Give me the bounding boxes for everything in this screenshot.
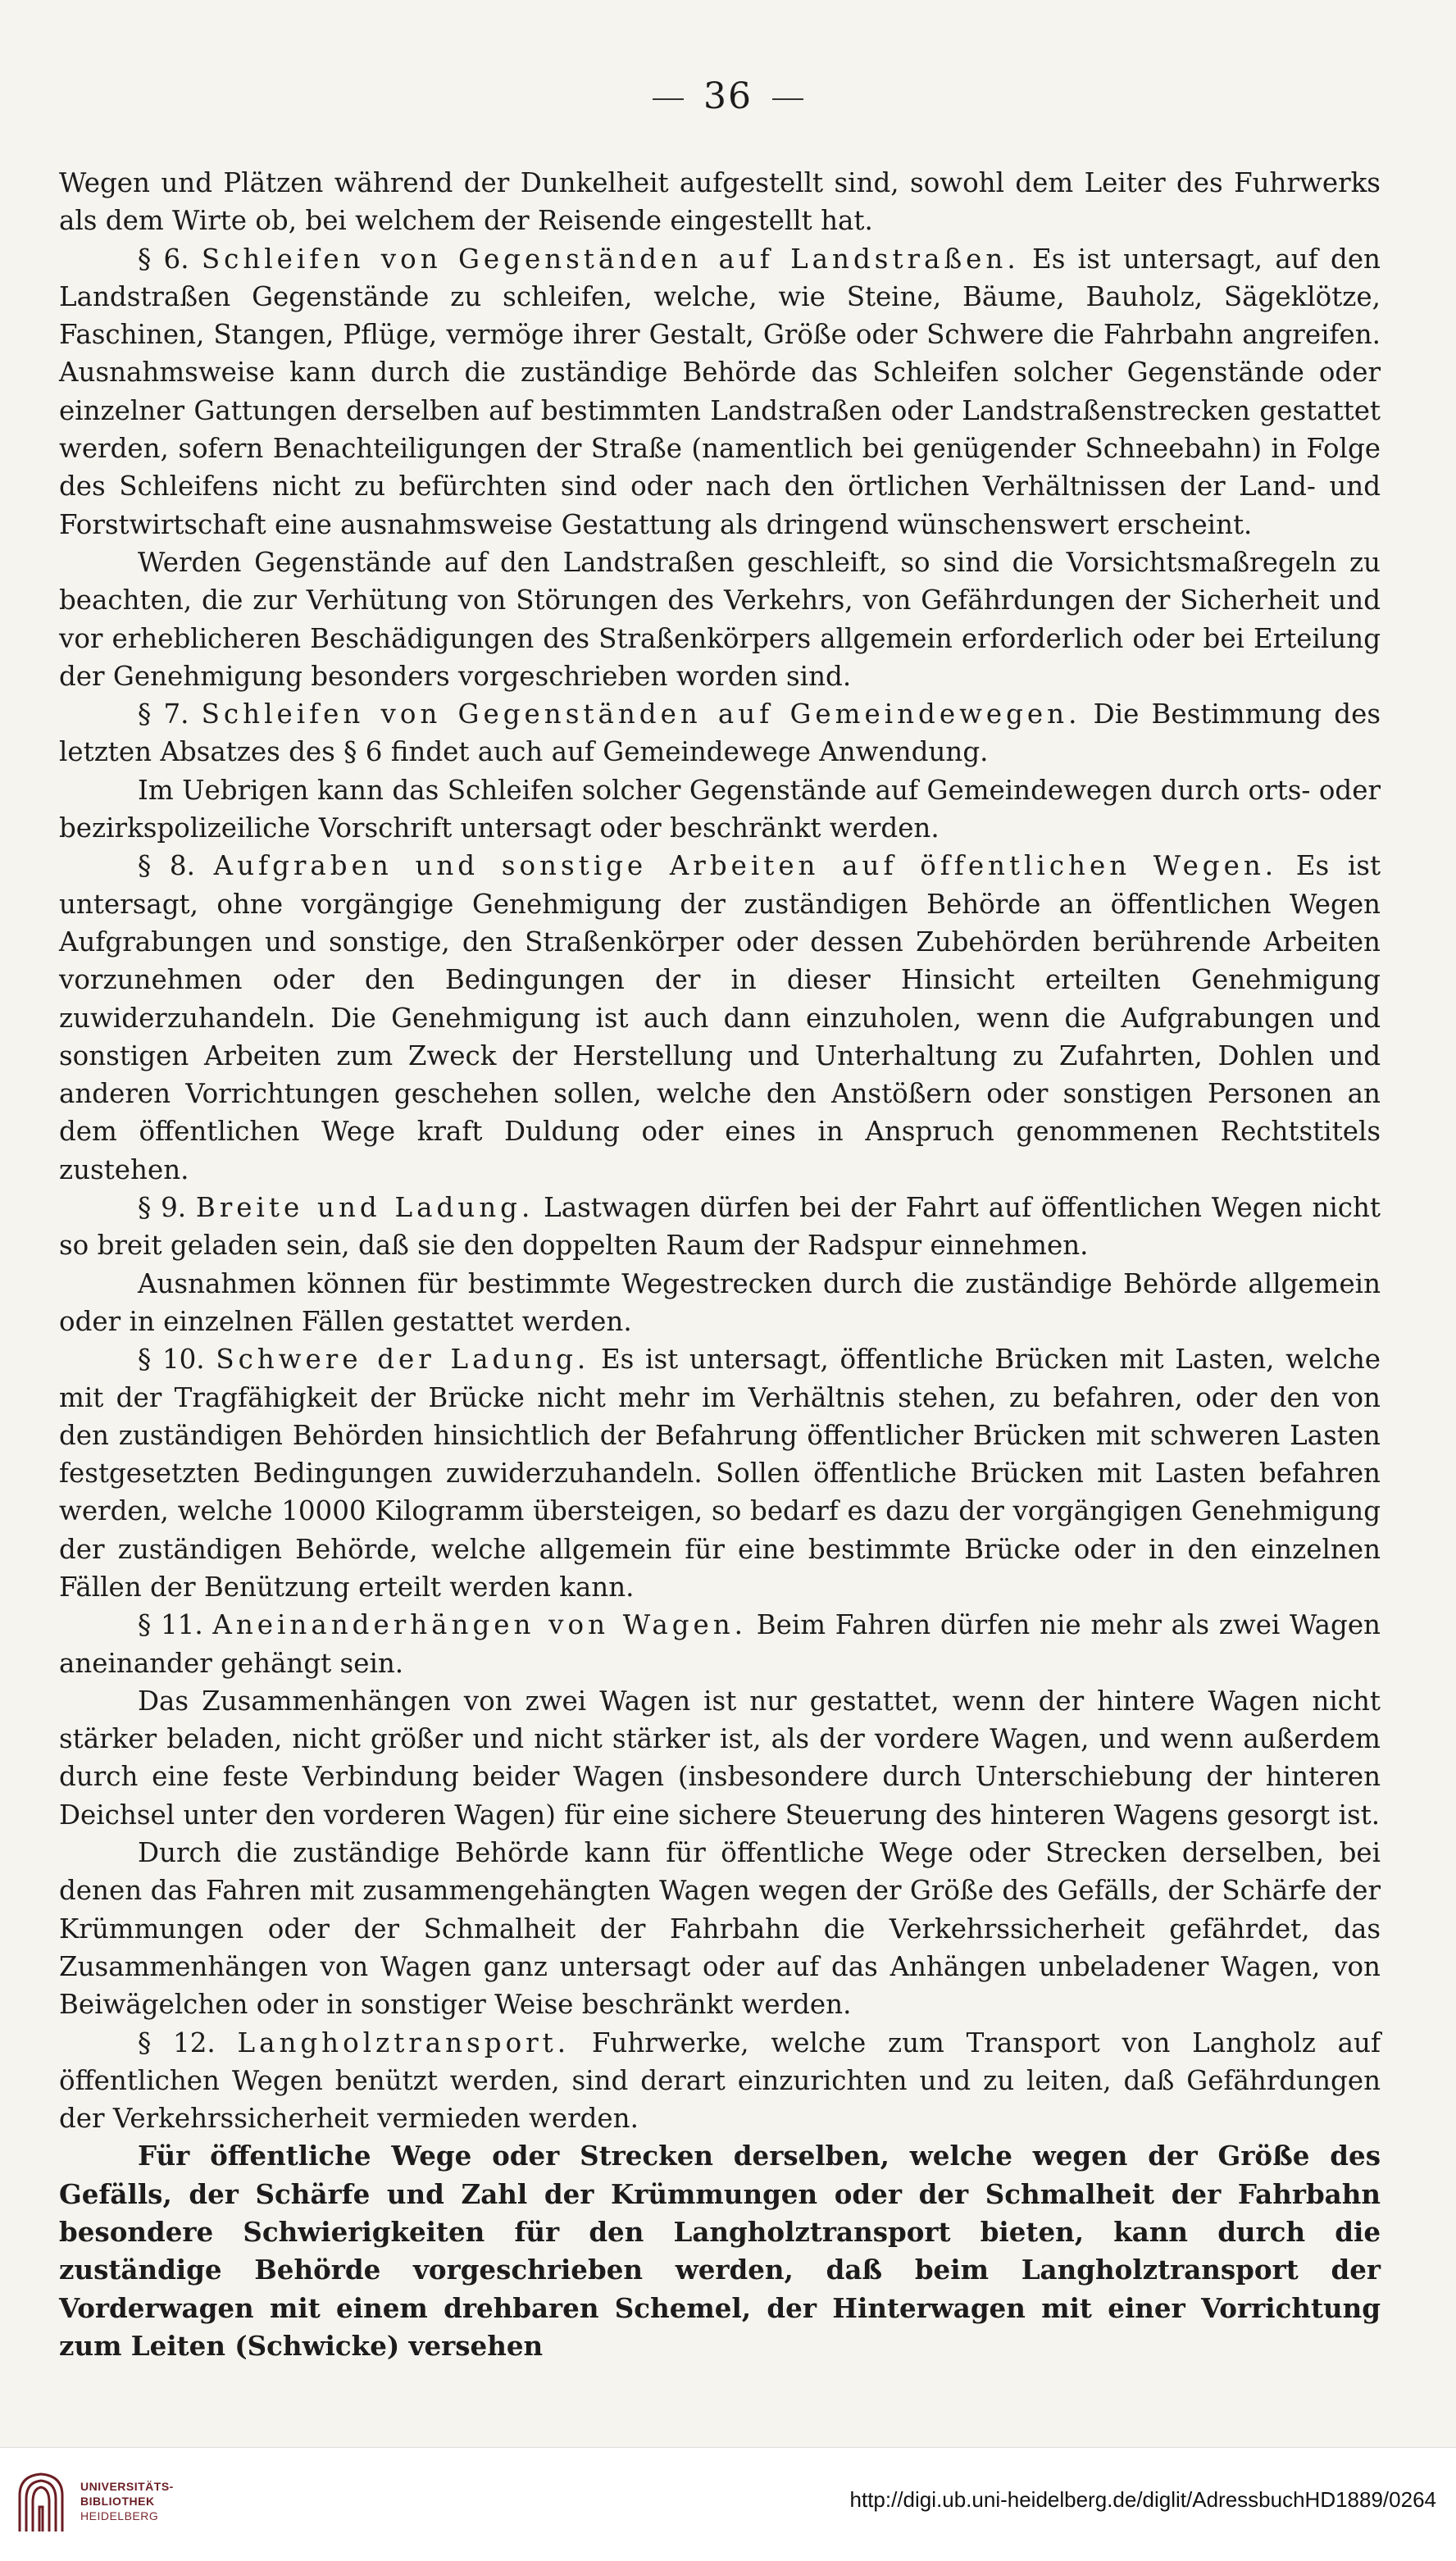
paragraph-text: Lastwagen dürfen bei der Fahrt auf öffentlichen Wegen nicht so breit geladen sein, daß sie den doppelten Raum der Radspur einnehmen. xyxy=(59,1192,1381,1262)
section-heading: Langholztransport. xyxy=(237,2027,571,2058)
paragraph-2 xyxy=(59,544,1381,695)
paragraph-text: § 10. xyxy=(138,1344,216,1376)
section-heading: Schwere der Ladung. xyxy=(216,1344,590,1376)
paragraph-text: § 11. xyxy=(138,1609,213,1641)
paragraph-text: Das Zusammenhängen von zwei Wagen ist nur gestattet, wenn der hintere Wagen nicht stärker beladen, nicht größer und nicht stärker ist, als der vordere Wagen, und wenn außerdem durch eine feste Verbindung beider Wagen (insbesondere durch Unterschiebung der hinteren Deichsel unter den vorderen Wagen) für eine sichere Steuerung des hinteren Wagens gesorgt ist. xyxy=(59,1685,1381,1831)
paragraph-13 xyxy=(59,2137,1381,2365)
paragraph-text: Ausnahmen können für bestimmte Wegestrecken durch die zuständige Behörde allgemein oder in einzelnen Fällen gestattet werden. xyxy=(59,1267,1381,1337)
paragraph-1 xyxy=(59,240,1381,544)
paragraph-3 xyxy=(59,695,1381,771)
logo-line-2: BIBLIOTHEK xyxy=(80,2495,155,2508)
paragraph-text: Wegen und Plätzen während der Dunkelheit aufgestellt sind, sowohl dem Leiter des Fuhrwerks als dem Wirte ob, bei welchem der Reisende eingestellt hat. xyxy=(59,167,1381,237)
paragraph-text: Fuhrwerke, welche zum Transport von Langholz auf öffentlichen Wegen benützt werden, sind derart einzurichten und zu leiten, daß Gefährdungen der Verkehrssicherheit vermieden werden. xyxy=(59,2027,1381,2135)
logo-line-1: UNIVERSITÄTS- xyxy=(80,2480,174,2493)
paragraph-5 xyxy=(59,847,1381,1189)
paragraph-text: Es ist untersagt, ohne vorgängige Genehmigung der zuständigen Behörde an öffentlichen Wegen Aufgrabungen und sonstige, den Straßenkörper oder dessen Zubehörden berührende Arbeiten vorzunehmen oder den Bedingungen der in dieser Hinsicht erteilten Genehmigung zuwiderzuhandeln. Die Genehmigung ist auch dann einzuholen, wenn die Aufgrabungen und sonstigen Arbeiten zum Zweck der Herstellung und Unterhaltung zu Zufahrten, Dohlen und anderen Vorrichtungen geschehen sollen, welche den Anstößern oder sonstigen Personen an dem öffentlichen Wege kraft Duldung oder eines in Anspruch genommenen Rechtstitels zustehen. xyxy=(59,850,1381,1185)
section-heading: Schleifen von Gegenständen auf Gemeindewegen. xyxy=(201,698,1081,730)
paragraph-text: § 9. xyxy=(138,1192,196,1224)
paragraph-4 xyxy=(59,771,1381,848)
page-body-text xyxy=(59,164,1381,2365)
library-logo-text xyxy=(80,2479,174,2523)
section-heading: Breite und Ladung. xyxy=(195,1192,535,1224)
paragraph-6 xyxy=(59,1189,1381,1265)
paragraph-text: Werden Gegenstände auf den Landstraßen geschleift, so sind die Vorsichtsmaßregeln zu beachten, die zur Verhütung von Störungen des Verkehrs, von Gefährdungen der Sicherheit und vor erheblicheren Beschädigungen des Straßenkörpers allgemein erforderlich oder bei Erteilung der Genehmigung besonders vorgeschrieben worden sind. xyxy=(59,546,1381,692)
paragraph-text: Beim Fahren dürfen nie mehr als zwei Wagen aneinander gehängt sein. xyxy=(59,1609,1381,1679)
page-number-value: 36 xyxy=(703,75,753,117)
section-heading: Schleifen von Gegenständen auf Landstraßen. xyxy=(201,243,1020,275)
page-number xyxy=(0,75,1456,117)
document-url-link[interactable]: http://digi.ub.uni-heidelberg.de/diglit/AdressbuchHD1889/0264 xyxy=(849,2487,1436,2512)
paragraph-10 xyxy=(59,1682,1381,1834)
section-heading: Aneinanderhängen von Wagen. xyxy=(212,1609,748,1641)
paragraph-text: Die Bestimmung des letzten Absatzes des § 6 findet auch auf Gemeindewege Anwendung. xyxy=(59,698,1381,768)
paragraph-text: § 8. xyxy=(138,850,214,882)
paragraph-text: Es ist untersagt, öffentliche Brücken mit Lasten, welche mit der Tragfähigkeit der Brücke nicht mehr im Verhältnis stehen, zu befahren, oder den von den zuständigen Behörden hinsichtlich der Befahrung öffentlicher Brücken mit schweren Lasten festgesetzten Bedingungen zuwiderzuhandeln. Sollen öffentliche Brücken mit Lasten befahren werden, welche 10000 Kilogramm übersteigen, so bedarf es dazu der vorgängigen Genehmigung der zuständigen Behörde, welche allgemein für eine bestimmte Brücke oder in den einzelnen Fällen der Benützung erteilt werden kann. xyxy=(59,1344,1381,1603)
paragraph-text: § 6. xyxy=(138,243,202,275)
paragraph-text: Für öffentliche Wege oder Strecken derselben, welche wegen der Größe des Gefälls, der Schärfe und Zahl der Krümmungen oder der Schmalheit der Fahrbahn besondere Schwierigkeiten für den Langholztransport bieten, kann durch die zuständige Behörde vorgeschrieben werden, daß beim Langholztransport der Vorderwagen mit einem drehbaren Schemel, der Hinterwagen mit einer Vorrichtung zum Leiten (Schwicke) versehen xyxy=(59,2140,1381,2362)
paragraph-11 xyxy=(59,1834,1381,2023)
paragraph-9 xyxy=(59,1606,1381,1682)
paragraph-12 xyxy=(59,2024,1381,2138)
logo-line-3: HEIDELBERG xyxy=(80,2509,159,2522)
paragraph-0 xyxy=(59,164,1381,240)
paragraph-text: § 7. xyxy=(138,698,202,730)
university-library-logo-icon xyxy=(16,2471,66,2535)
paragraph-8 xyxy=(59,1340,1381,1606)
paragraph-text: § 12. xyxy=(138,2027,238,2058)
paragraph-7 xyxy=(59,1265,1381,1341)
viewer-footer xyxy=(0,2447,1456,2561)
page-number-dash-right xyxy=(772,98,803,100)
page-number-dash-left xyxy=(653,98,684,100)
paragraph-text: Im Uebrigen kann das Schleifen solcher Gegenstände auf Gemeindewegen durch orts- oder bezirkspolizeiliche Vorschrift untersagt oder beschränkt werden. xyxy=(59,774,1381,844)
section-heading: Aufgraben und sonstige Arbeiten auf öffentlichen Wegen. xyxy=(213,850,1278,882)
paragraph-text: Es ist untersagt, auf den Landstraßen Gegenstände zu schleifen, welche, wie Steine, Bäume, Bauholz, Sägeklötze, Faschinen, Stangen, Pflüge, vermöge ihrer Gestalt, Größe oder Schwere die Fahrbahn angreifen. Ausnahmsweise kann durch die zuständige Behörde das Schleifen solcher Gegenstände oder einzelner Gattungen derselben auf bestimmten Landstraßen oder Landstraßenstrecken gestattet werden, sofern Benachteiligungen der Straße (namentlich bei genügender Schneebahn) in Folge des Schleifens nicht zu befürchten sind oder nach den örtlichen Verhältnissen der Land- und Forstwirtschaft eine ausnahmsweise Gestattung als dringend wünschenswert erscheint. xyxy=(59,243,1381,540)
paragraph-text: Durch die zuständige Behörde kann für öffentliche Wege oder Strecken derselben, bei denen das Fahren mit zusammengehängten Wagen wegen der Größe des Gefälls, der Schärfe der Krümmungen oder der Schmalheit der Fahrbahn die Verkehrssicherheit gefährdet, das Zusammenhängen von Wagen ganz untersagt oder auf das Anhängen unbeladener Wagen, von Beiwägelchen oder in sonstiger Weise beschränkt werden. xyxy=(59,1837,1381,2021)
